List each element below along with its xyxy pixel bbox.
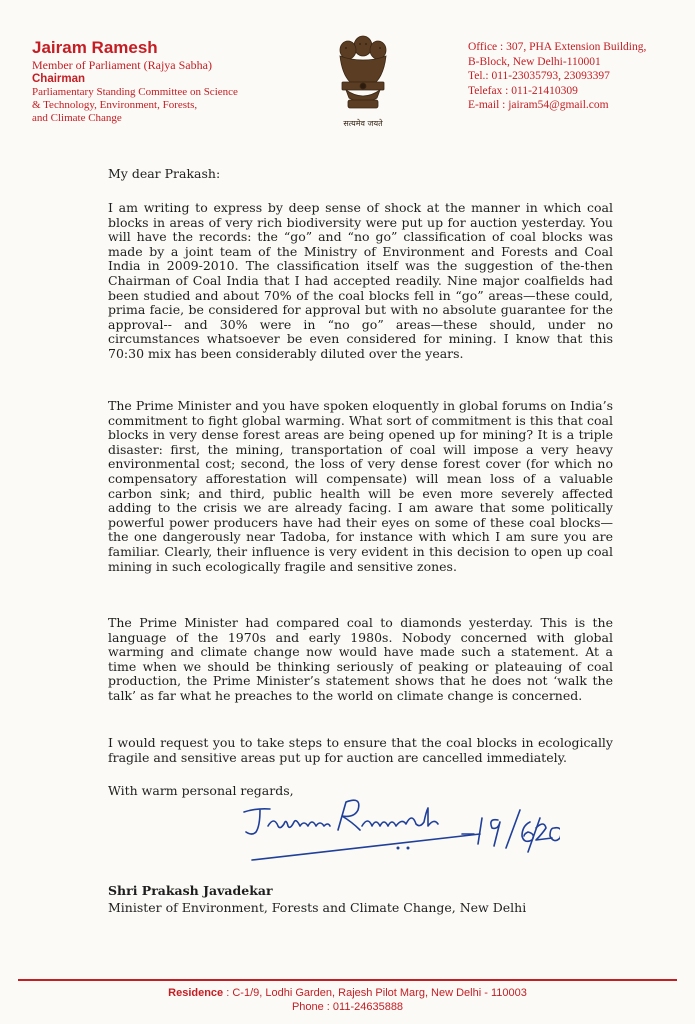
sender-name: Jairam Ramesh: [32, 38, 158, 57]
office-address-line-1: Office : 307, PHA Extension Building,: [468, 41, 647, 53]
committee-line-3: and Climate Change: [32, 112, 122, 124]
addressee-title: Minister of Environment, Forests and Climate Change, New Delhi: [108, 900, 527, 915]
paragraph-4: I would request you to take steps to ensure that the coal blocks in ecologically fragile and sensitive areas put up for auction are cancelled immediately.: [108, 735, 613, 765]
salutation: My dear Prakash:: [108, 166, 221, 181]
residence-address: : C-1/9, Lodhi Garden, Rajesh Pilot Marg, New Delhi - 110003: [226, 987, 527, 999]
letterhead-sender: [32, 38, 332, 125]
paragraph-2: The Prime Minister and you have spoken eloquently in global forums on India’s commitment to fight global warming. What sort of commitment is this that coal blocks in very dense forest areas are being opened up for mining? It is a triple disaster: first, the mining, transportation of coal will impose a very heavy environmental cost; second, the loss of very dense forest cover (for which no compensatory afforestation will compensate) will mean loss of a valuable carbon sink; and third, public health will be even more severely affected adding to the crisis we are already facing. I am aware that some politically powerful power producers have had their eyes on some of these coal blocks—the one dangerously near Tadoba, for instance with which I am sure you are familiar. Clearly, their influence is very evident in this decision to open up coal mining in such ecologically fragile and sensitive zones.: [108, 398, 613, 574]
telephone: Tel.: 011-23035793, 23093397: [468, 70, 610, 82]
paragraph-1: I am writing to express by deep sense of shock at the manner in which coal blocks in areas of very rich biodiversity were put up for auction yesterday. You will have the records: the “go” and “no go” classification of coal blocks was made by a joint team of the Ministry of Environment and Forests and Coal India in 2009-2010. The classification itself was the suggestion of the-then Chairman of Coal India that I had accepted readily. Nine major coalfields had been studied and about 70% of the coal blocks fell in “go” areas—these could, prima facie, be considered for approval but with no absolute guarantee for the approval-- and 30% were in “no go” areas—these should, under no circumstances whatsoever be even considered for mining. I know that this 70:30 mix has been considerably diluted over the years.: [108, 200, 613, 361]
closing: With warm personal regards,: [108, 783, 294, 798]
committee-line-1: Parliamentary Standing Committee on Science: [32, 86, 238, 98]
paragraph-3: The Prime Minister had compared coal to diamonds yesterday. This is the language of the 1970s and early 1980s. Nobody concerned with global warming and climate change now would have made such a statement. At a time when we should be thinking seriously of peaking or plateauing of coal production, the Prime Minister’s statement shows that he does not ‘walk the talk’ as far what he preaches to the world on climate change is concerned.: [108, 615, 613, 703]
office-address-line-2: B-Block, New Delhi-110001: [468, 55, 601, 68]
residence-line: [0, 986, 695, 1000]
letterhead-contact: [468, 40, 690, 113]
footer: [0, 986, 695, 1014]
sender-role: Member of Parliament (Rajya Sabha): [32, 58, 212, 72]
addressee-name: Shri Prakash Javadekar: [108, 883, 273, 898]
sender-position: Chairman: [32, 73, 86, 85]
handwritten-signature: [230, 782, 560, 864]
committee-line-2: & Technology, Environment, Forests,: [32, 99, 198, 111]
addressee-block: [108, 882, 628, 916]
residence-label: Residence: [168, 987, 224, 999]
emblem-motto: सत्यमेव जयते: [343, 119, 383, 128]
footer-divider: [18, 979, 677, 981]
telefax: Telefax : 011-21410309: [468, 84, 578, 97]
residence-phone: Phone : 011-24635888: [291, 1001, 404, 1013]
email: E-mail : jairam54@gmail.com: [468, 99, 609, 111]
